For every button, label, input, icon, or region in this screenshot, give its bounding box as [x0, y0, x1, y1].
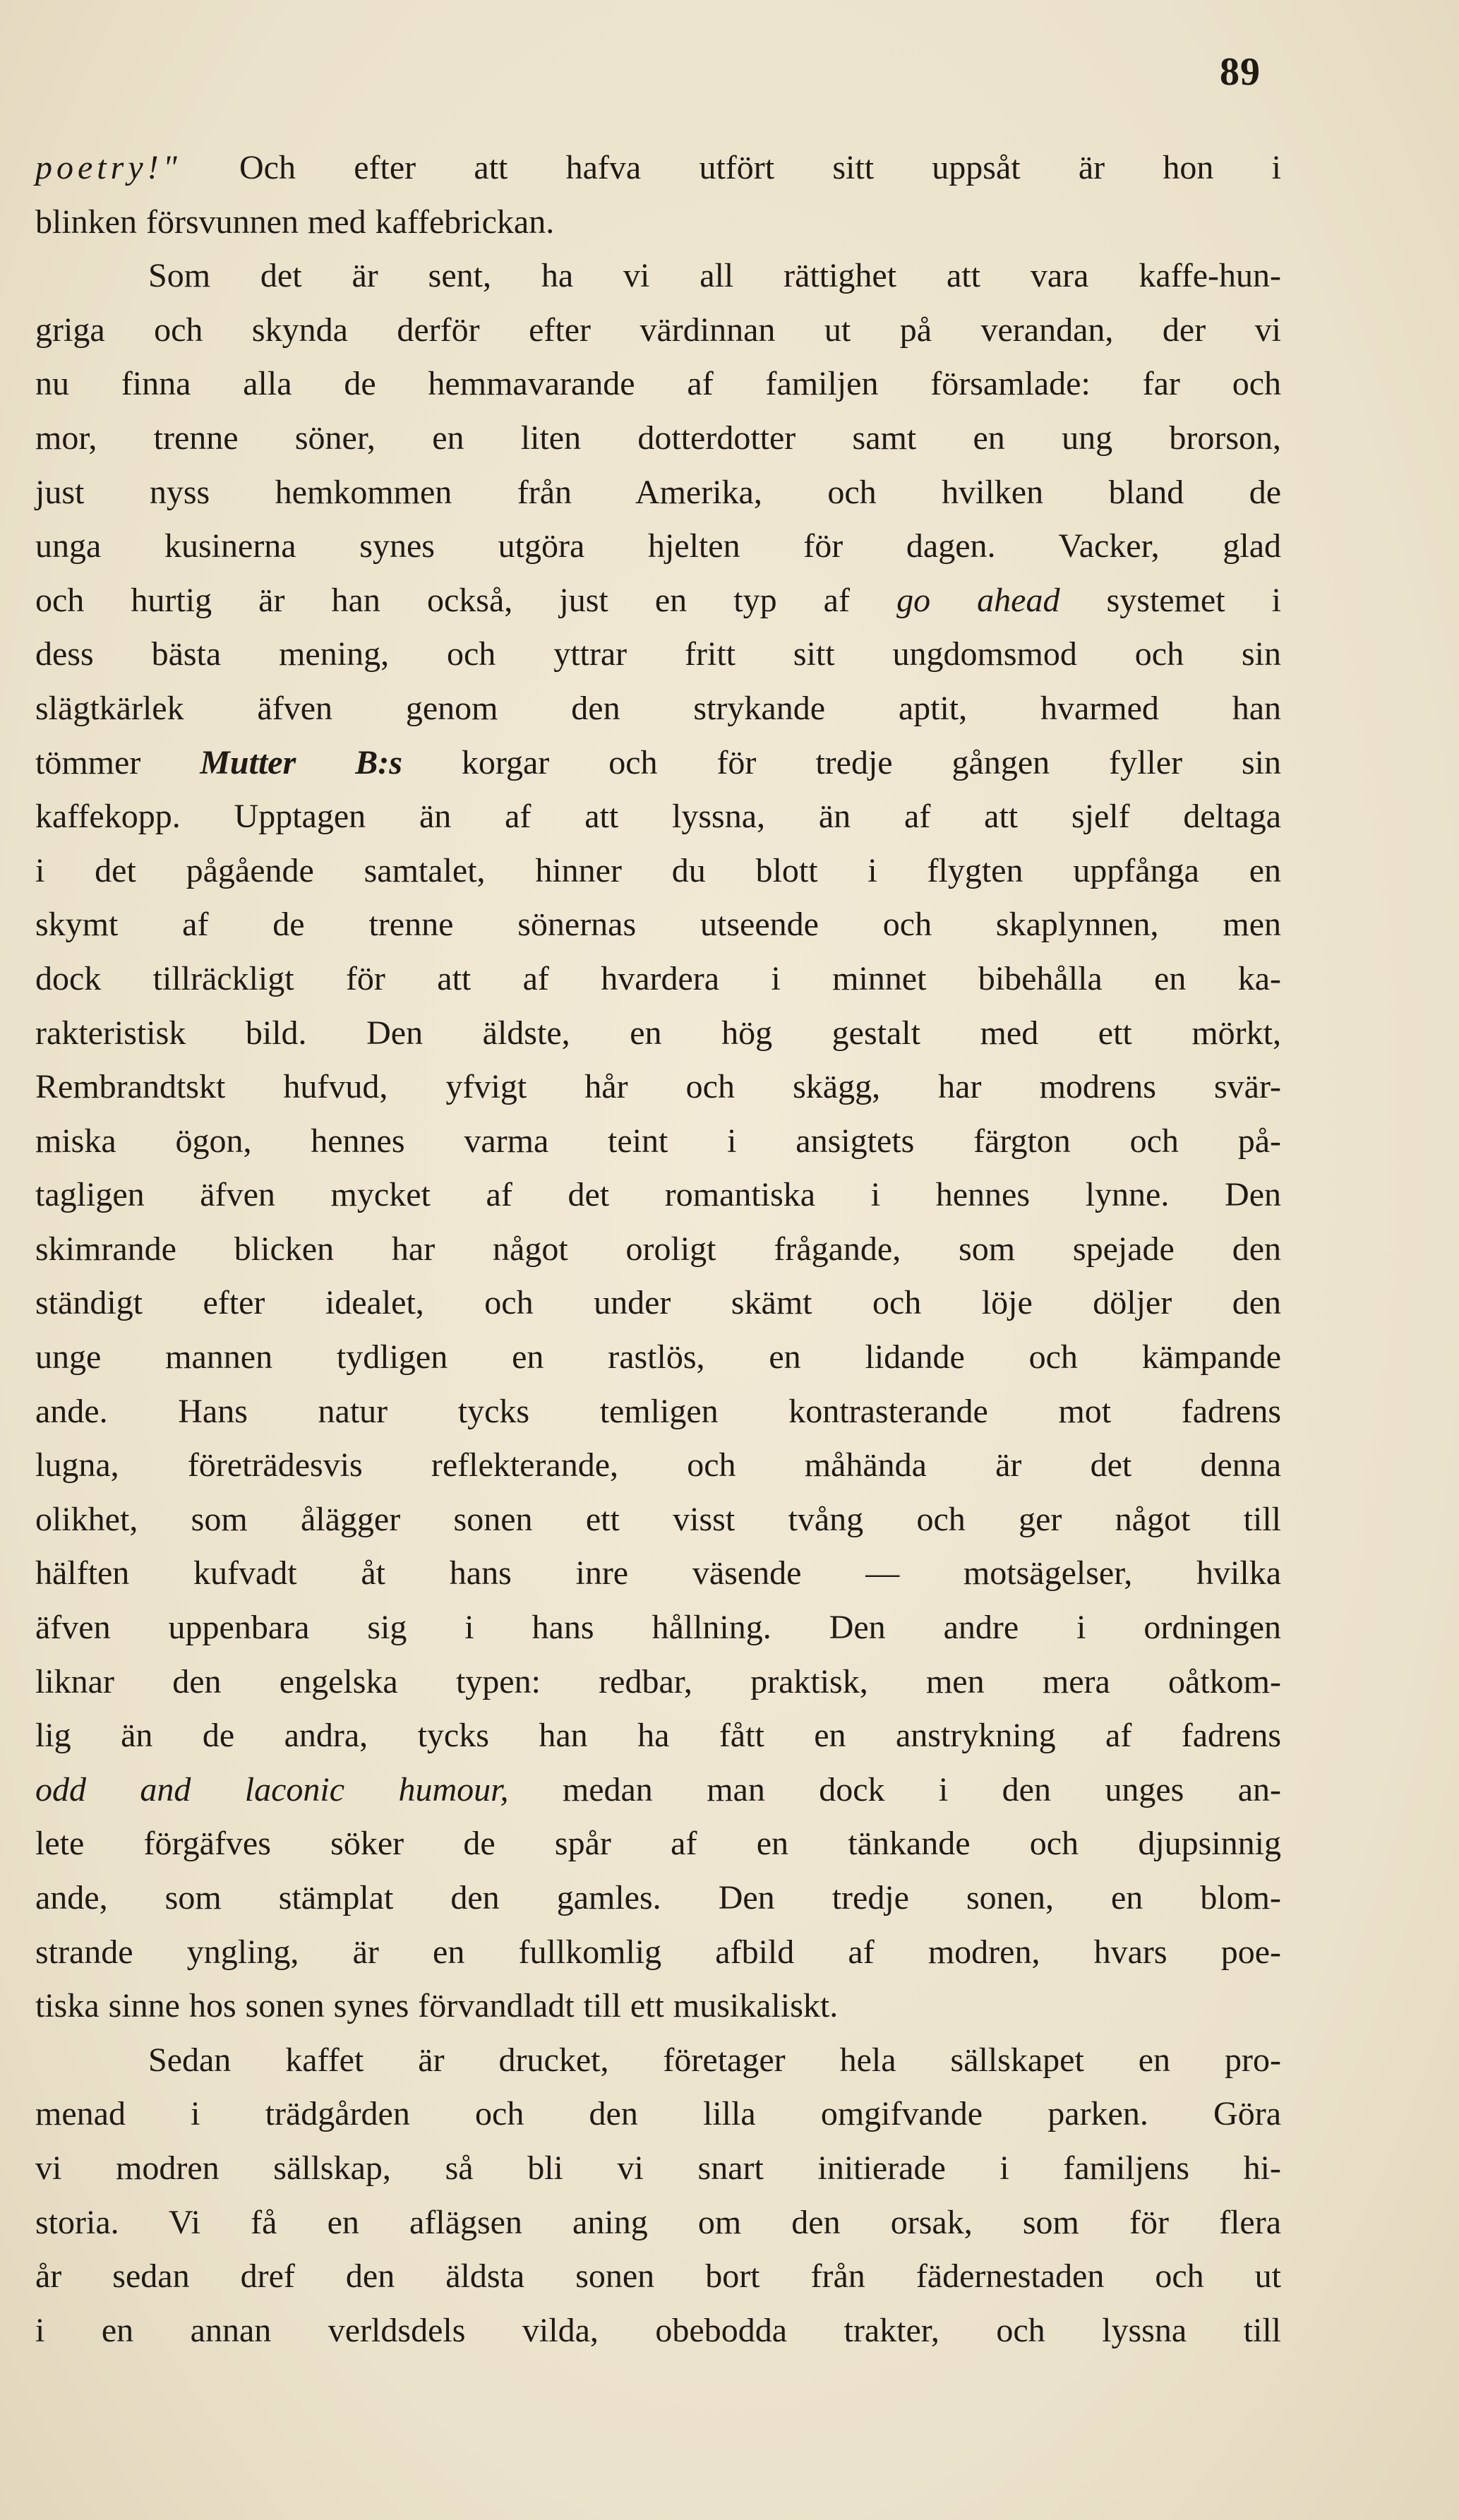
text-run: ständigt efter idealet, och under skämt och löje döljer den: [35, 1284, 1281, 1322]
text-line: [35, 2034, 1281, 2088]
text-line: [35, 141, 1281, 196]
text-run: rakteristisk bild. Den äldste, en hög gestalt med ett mörkt,: [35, 1014, 1281, 1052]
text-run: korgar och för tredje gången fyller sin: [402, 743, 1282, 781]
text-run: strande yngling, är en fullkomlig afbild af modren, hvars poe-: [35, 1933, 1281, 1971]
text-run: mor, trenne söner, en liten dotterdotter samt en ung brorson,: [35, 419, 1281, 457]
text-line: [35, 790, 1281, 844]
text-run: tagligen äfven mycket af det romantiska i hennes lynne. Den: [35, 1176, 1281, 1214]
text-run: Mutter B:s: [200, 743, 402, 781]
text-line: [35, 1979, 1281, 2034]
text-line: [35, 357, 1281, 412]
text-line: [35, 898, 1281, 952]
text-line: [35, 1439, 1281, 1493]
text-run: kaffekopp. Upptagen än af att lyssna, än af att sjelf deltaga: [35, 798, 1281, 836]
text-line: [35, 682, 1281, 736]
text-line: [35, 1493, 1281, 1547]
text-run: odd and laconic humour,: [35, 1770, 509, 1808]
text-run: dock tillräckligt för att af hvardera i minnet bibehålla en ka-: [35, 959, 1281, 997]
text-line: [35, 2196, 1281, 2250]
text-run: systemet i: [1059, 581, 1282, 619]
text-run: och hurtig är han också, just en typ af: [35, 581, 897, 619]
text-run: nu finna alla de hemmavarande af familjen församlade: far och: [35, 365, 1281, 403]
text-line: [35, 574, 1281, 628]
text-line: [35, 844, 1281, 899]
text-line: [35, 1276, 1281, 1331]
page-number: 89: [1220, 50, 1261, 94]
text-run: lig än de andra, tycks han ha fått en anstrykning af fadrens: [35, 1717, 1281, 1755]
text-line: [35, 196, 1281, 250]
text-run: tömmer: [35, 743, 200, 781]
text-run: i det pågående samtalet, hinner du blott i flygten uppfånga en: [35, 851, 1281, 889]
text-line: [35, 1655, 1281, 1710]
text-run: ande. Hans natur tycks temligen kontrasterande mot fadrens: [35, 1392, 1281, 1430]
text-run: unge mannen tydligen en rastlös, en lidande och kämpande: [35, 1338, 1281, 1376]
text-run: lete förgäfves söker de spår af en tänkande och djupsinnig: [35, 1825, 1281, 1863]
text-line: [35, 628, 1281, 682]
text-line: [35, 2142, 1281, 2196]
text-run: medan man dock i den unges an-: [508, 1770, 1281, 1808]
text-run: poetry!": [35, 149, 181, 186]
text-run: skymt af de trenne sönernas utseende och skaplynnen, men: [35, 906, 1281, 944]
text-line: [35, 1385, 1281, 1439]
text-line: [35, 1547, 1281, 1601]
text-line: [35, 1168, 1281, 1223]
text-line: [35, 249, 1281, 304]
text-line: [35, 1817, 1281, 1871]
text-run: tiska sinne hos sonen synes förvandladt till ett musikaliskt.: [35, 1987, 839, 2025]
text-run: griga och skynda derför efter värdinnan ut på verandan, der vi: [35, 311, 1281, 349]
text-line: [35, 412, 1281, 466]
text-run: unga kusinerna synes utgöra hjelten för dagen. Vacker, glad: [35, 527, 1281, 565]
text-line: [35, 1007, 1281, 1061]
text-line: [35, 1709, 1281, 1763]
text-line: [35, 2304, 1281, 2358]
text-run: år sedan dref den äldsta sonen bort från fädernestaden och ut: [35, 2257, 1281, 2296]
text-line: [35, 952, 1281, 1007]
body-text: [35, 141, 1281, 2358]
text-run: hälften kufvadt åt hans inre väsende — motsägelser, hvilka: [35, 1554, 1281, 1592]
text-line: [35, 466, 1281, 520]
text-line: [35, 2087, 1281, 2142]
text-line: [35, 1115, 1281, 1169]
text-run: Och efter att hafva utfört sitt uppsåt är hon i: [181, 149, 1281, 186]
text-run: liknar den engelska typen: redbar, praktisk, men mera oåtkom-: [35, 1662, 1281, 1700]
text-line: [35, 1763, 1281, 1818]
text-line: [35, 2250, 1281, 2304]
text-run: just nyss hemkommen från Amerika, och hvilken bland de: [35, 473, 1281, 511]
text-run: slägtkärlek äfven genom den strykande aptit, hvarmed han: [35, 689, 1281, 727]
text-run: blinken försvunnen med kaffebrickan.: [35, 203, 555, 241]
text-line: [35, 1601, 1281, 1655]
text-run: Sedan kaffet är drucket, företager hela sällskapet en pro-: [148, 2041, 1281, 2079]
text-run: menad i trädgården och den lilla omgifvande parken. Göra: [35, 2095, 1281, 2133]
text-run: olikhet, som ålägger sonen ett visst tvång och ger något till: [35, 1500, 1281, 1538]
text-line: [35, 520, 1281, 574]
text-run: i en annan verldsdels vilda, obebodda trakter, och lyssna till: [35, 2311, 1281, 2349]
text-line: [35, 1331, 1281, 1385]
text-run: miska ögon, hennes varma teint i ansigtets färgton och på-: [35, 1122, 1281, 1160]
text-run: go ahead: [896, 581, 1060, 619]
text-line: [35, 1223, 1281, 1277]
text-run: vi modren sällskap, så bli vi snart initierade i familjens hi-: [35, 2149, 1281, 2187]
text-run: skimrande blicken har något oroligt frågande, som spejade den: [35, 1230, 1281, 1268]
text-line: [35, 1871, 1281, 1926]
text-run: äfven uppenbara sig i hans hållning. Den andre i ordningen: [35, 1609, 1281, 1647]
text-line: [35, 304, 1281, 358]
text-line: [35, 736, 1281, 791]
text-run: ande, som stämplat den gamles. Den tredje sonen, en blom-: [35, 1879, 1281, 1916]
text-line: [35, 1926, 1281, 1980]
text-run: dess bästa mening, och yttrar fritt sitt ungdomsmod och sin: [35, 635, 1281, 673]
text-run: Som det är sent, ha vi all rättighet att vara kaffe-hun-: [148, 257, 1281, 295]
text-run: lugna, företrädesvis reflekterande, och måhända är det denna: [35, 1446, 1281, 1484]
text-run: Rembrandtskt hufvud, yfvigt hår och skägg, har modrens svär-: [35, 1068, 1281, 1106]
text-run: storia. Vi få en aflägsen aning om den orsak, som för flera: [35, 2203, 1281, 2241]
text-line: [35, 1060, 1281, 1115]
